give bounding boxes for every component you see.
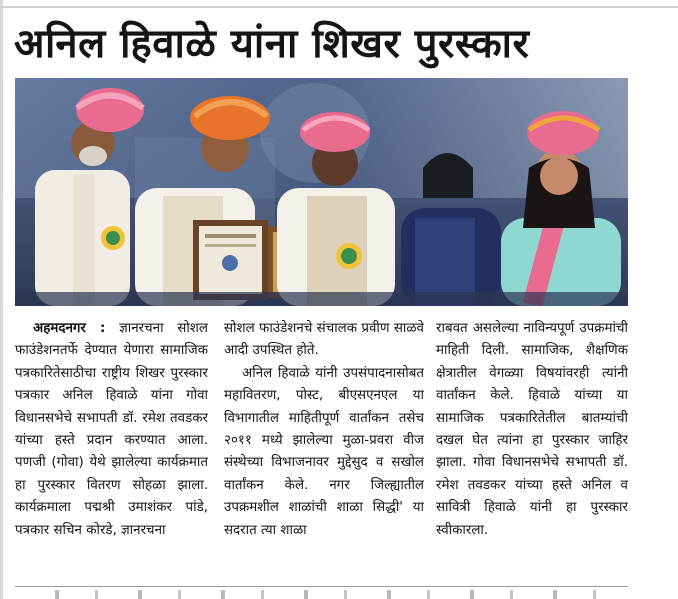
page-margin-rule: [0, 0, 3, 599]
article-column-2-para-2: अनिल हिवाळे यांनी उपसंपादनासोबत महावितरण, पोस्ट, बीएसएनएल या विभागातील माहितीपूर्ण वार्तांकन तसेच २०११ मध्ये झालेल्या मुळा-प्रवरा वीज संस्थेच्या विभाजनावर मुद्देसुद व सखोल वार्तांकन केले. नगर जिल्ह्यातील उपक्रमशील शाळांची शाळा सिद्धी' या सदरात त्या शाळा: [224, 365, 424, 538]
article-column-3-text: राबवत असलेल्या नाविन्यपूर्ण उपक्रमांची माहिती दिली. सामाजिक, शैक्षणिक क्षेत्रातील वेगळ्या विषयांवरही त्यांनी वार्तांकन केले. हिवाळे यांच्या या सामाजिक पत्रकारितेतील बातम्यांची दखल घेत त्यांना हा पुरस्कार जाहिर झाला. गोवा विधानसभेचे सभापती डॉ. रमेश तवडकर यांच्या हस्ते अनिल व सावित्री हिवाळे यांनी हा पुरस्कार स्वीकारला.: [436, 321, 628, 538]
article-column-2: [224, 318, 424, 580]
article-column-2-para-1: सोशल फाउंडेशनचे संचालक प्रवीण साळवे आदी उपस्थित होते.: [224, 321, 424, 359]
article-body: [15, 318, 628, 580]
dateline: अहमदनगर :: [33, 321, 106, 336]
top-rule: [0, 6, 678, 8]
headline: अनिल हिवाळे यांना शिखर पुरस्कार: [14, 21, 530, 67]
article-column-1: [15, 318, 208, 580]
article-column-3: [436, 318, 628, 580]
article-column-1-text: ज्ञानरचना सोशल फाउंडेशनतर्फे देण्यात येणारा सामाजिक पत्रकारितेसाठीचा राष्ट्रीय शिखर पुरस्कार पत्रकार अनिल हिवाळे यांना गोवा विधानसभेचे सभापती डॉ. रमेश तवडकर यांच्या हस्ते प्रदान करण्यात आला. पणजी (गोवा) येथे झालेल्या कार्यक्रमात हा पुरस्कार वितरण सोहळा झाला. कार्यक्रमाला पद्मश्री उमाशंकर पांडे, पत्रकार सचिन कोरडे, ज्ञानरचना: [15, 321, 208, 538]
bottom-rule: [15, 586, 628, 587]
next-article-strip: [15, 590, 628, 599]
award-ceremony-photo: [15, 78, 628, 306]
